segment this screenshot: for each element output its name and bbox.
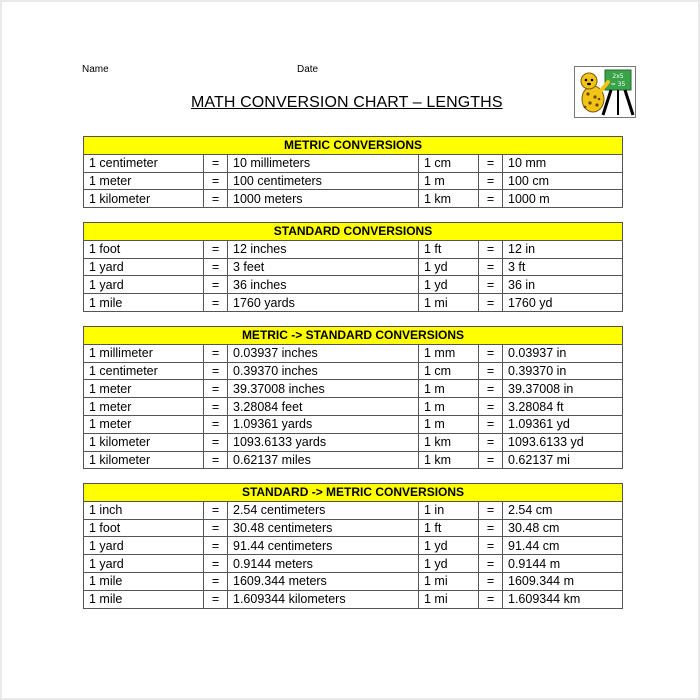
unit-name-cell: 1 foot — [84, 240, 204, 258]
unit-abbr-cell: 1 cm — [419, 154, 479, 172]
equals-sign-cell: = — [204, 451, 228, 469]
table-row — [84, 380, 623, 398]
conversion-table — [83, 326, 623, 469]
equals-sign-abbr-cell: = — [479, 240, 503, 258]
document-page — [2, 2, 698, 698]
unit-name-cell: 1 kilometer — [84, 190, 204, 208]
unit-abbr-cell: 1 yd — [419, 555, 479, 573]
equals-sign-abbr-cell: = — [479, 190, 503, 208]
unit-name-cell: 1 inch — [84, 501, 204, 519]
equivalent-abbr-cell: 0.62137 mi — [503, 451, 623, 469]
equivalent-name-cell: 0.39370 inches — [228, 362, 419, 380]
equivalent-abbr-cell: 1.609344 km — [503, 590, 623, 608]
equals-sign-cell: = — [204, 154, 228, 172]
equivalent-name-cell: 1.09361 yards — [228, 415, 419, 433]
equivalent-name-cell: 2.54 centimeters — [228, 501, 419, 519]
equivalent-name-cell: 1760 yards — [228, 294, 419, 312]
equivalent-abbr-cell: 91.44 cm — [503, 537, 623, 555]
equivalent-name-cell: 39.37008 inches — [228, 380, 419, 398]
table-row — [84, 294, 623, 312]
chalkboard-line-1: 2x5 — [612, 73, 624, 80]
equals-sign-cell: = — [204, 276, 228, 294]
table-row — [84, 276, 623, 294]
equals-sign-cell: = — [204, 294, 228, 312]
equals-sign-abbr-cell: = — [479, 344, 503, 362]
unit-abbr-cell: 1 yd — [419, 276, 479, 294]
equivalent-name-cell: 36 inches — [228, 276, 419, 294]
unit-abbr-cell: 1 mm — [419, 344, 479, 362]
unit-abbr-cell: 1 in — [419, 501, 479, 519]
equivalent-name-cell: 1609.344 meters — [228, 572, 419, 590]
table-row — [84, 172, 623, 190]
table-row — [84, 433, 623, 451]
section-header: METRIC -> STANDARD CONVERSIONS — [84, 327, 623, 345]
equivalent-abbr-cell: 0.39370 in — [503, 362, 623, 380]
unit-abbr-cell: 1 m — [419, 398, 479, 416]
equals-sign-abbr-cell: = — [479, 555, 503, 573]
unit-name-cell: 1 yard — [84, 537, 204, 555]
equivalent-abbr-cell: 36 in — [503, 276, 623, 294]
equivalent-name-cell: 0.03937 inches — [228, 344, 419, 362]
table-row — [84, 362, 623, 380]
equals-sign-cell: = — [204, 572, 228, 590]
equals-sign-cell: = — [204, 415, 228, 433]
table-row — [84, 190, 623, 208]
equivalent-name-cell: 12 inches — [228, 240, 419, 258]
equivalent-abbr-cell: 1760 yd — [503, 294, 623, 312]
table-row — [84, 415, 623, 433]
table-row — [84, 537, 623, 555]
equals-sign-abbr-cell: = — [479, 276, 503, 294]
table-row — [84, 590, 623, 608]
equals-sign-abbr-cell: = — [479, 172, 503, 190]
equals-sign-abbr-cell: = — [479, 415, 503, 433]
equivalent-name-cell: 0.9144 meters — [228, 555, 419, 573]
unit-name-cell: 1 kilometer — [84, 451, 204, 469]
equals-sign-abbr-cell: = — [479, 519, 503, 537]
equals-sign-abbr-cell: = — [479, 501, 503, 519]
unit-abbr-cell: 1 km — [419, 190, 479, 208]
table-row — [84, 398, 623, 416]
table-row — [84, 258, 623, 276]
unit-name-cell: 1 meter — [84, 398, 204, 416]
equivalent-name-cell: 1.609344 kilometers — [228, 590, 419, 608]
table-row — [84, 501, 623, 519]
equivalent-abbr-cell: 2.54 cm — [503, 501, 623, 519]
equivalent-name-cell: 1000 meters — [228, 190, 419, 208]
equals-sign-abbr-cell: = — [479, 362, 503, 380]
unit-name-cell: 1 mile — [84, 572, 204, 590]
equals-sign-cell: = — [204, 344, 228, 362]
unit-abbr-cell: 1 mi — [419, 572, 479, 590]
equals-sign-abbr-cell: = — [479, 294, 503, 312]
equivalent-abbr-cell: 100 cm — [503, 172, 623, 190]
equivalent-name-cell: 100 centimeters — [228, 172, 419, 190]
equals-sign-abbr-cell: = — [479, 380, 503, 398]
equivalent-name-cell: 3.28084 feet — [228, 398, 419, 416]
unit-abbr-cell: 1 km — [419, 433, 479, 451]
equals-sign-cell: = — [204, 362, 228, 380]
unit-abbr-cell: 1 km — [419, 451, 479, 469]
equivalent-abbr-cell: 30.48 cm — [503, 519, 623, 537]
unit-name-cell: 1 yard — [84, 258, 204, 276]
table-row — [84, 519, 623, 537]
equals-sign-abbr-cell: = — [479, 451, 503, 469]
unit-name-cell: 1 centimeter — [84, 362, 204, 380]
unit-name-cell: 1 mile — [84, 590, 204, 608]
equivalent-name-cell: 3 feet — [228, 258, 419, 276]
equivalent-name-cell: 30.48 centimeters — [228, 519, 419, 537]
unit-abbr-cell: 1 ft — [419, 519, 479, 537]
equals-sign-cell: = — [204, 537, 228, 555]
unit-name-cell: 1 yard — [84, 555, 204, 573]
equals-sign-cell: = — [204, 519, 228, 537]
unit-abbr-cell: 1 yd — [419, 258, 479, 276]
unit-abbr-cell: 1 cm — [419, 362, 479, 380]
equivalent-abbr-cell: 3.28084 ft — [503, 398, 623, 416]
equals-sign-abbr-cell: = — [479, 258, 503, 276]
equals-sign-cell: = — [204, 555, 228, 573]
equals-sign-cell: = — [204, 433, 228, 451]
equals-sign-cell: = — [204, 258, 228, 276]
unit-abbr-cell: 1 ft — [419, 240, 479, 258]
equals-sign-abbr-cell: = — [479, 433, 503, 451]
unit-abbr-cell: 1 m — [419, 380, 479, 398]
equivalent-name-cell: 1093.6133 yards — [228, 433, 419, 451]
conversion-table — [83, 483, 623, 609]
conversion-table — [83, 136, 623, 208]
equivalent-abbr-cell: 39.37008 in — [503, 380, 623, 398]
unit-abbr-cell: 1 mi — [419, 590, 479, 608]
equals-sign-abbr-cell: = — [479, 154, 503, 172]
equals-sign-cell: = — [204, 190, 228, 208]
equals-sign-cell: = — [204, 172, 228, 190]
unit-name-cell: 1 kilometer — [84, 433, 204, 451]
unit-abbr-cell: 1 yd — [419, 537, 479, 555]
equivalent-abbr-cell: 12 in — [503, 240, 623, 258]
table-row — [84, 240, 623, 258]
table-row — [84, 154, 623, 172]
equivalent-name-cell: 91.44 centimeters — [228, 537, 419, 555]
equivalent-abbr-cell: 0.9144 m — [503, 555, 623, 573]
unit-name-cell: 1 foot — [84, 519, 204, 537]
equals-sign-abbr-cell: = — [479, 590, 503, 608]
unit-name-cell: 1 meter — [84, 172, 204, 190]
equals-sign-cell: = — [204, 501, 228, 519]
equivalent-abbr-cell: 3 ft — [503, 258, 623, 276]
equivalent-abbr-cell: 10 mm — [503, 154, 623, 172]
equivalent-abbr-cell: 1093.6133 yd — [503, 433, 623, 451]
table-row — [84, 344, 623, 362]
equals-sign-cell: = — [204, 240, 228, 258]
equals-sign-cell: = — [204, 590, 228, 608]
unit-name-cell: 1 mile — [84, 294, 204, 312]
equivalent-abbr-cell: 1609.344 m — [503, 572, 623, 590]
unit-abbr-cell: 1 m — [419, 415, 479, 433]
equals-sign-abbr-cell: = — [479, 537, 503, 555]
conversion-table — [83, 222, 623, 312]
equivalent-name-cell: 0.62137 miles — [228, 451, 419, 469]
equals-sign-abbr-cell: = — [479, 572, 503, 590]
leopard-teacher-chalkboard-icon — [574, 66, 636, 118]
equivalent-abbr-cell: 1000 m — [503, 190, 623, 208]
equivalent-abbr-cell: 0.03937 in — [503, 344, 623, 362]
table-row — [84, 572, 623, 590]
equals-sign-cell: = — [204, 398, 228, 416]
equivalent-abbr-cell: 1.09361 yd — [503, 415, 623, 433]
unit-name-cell: 1 meter — [84, 380, 204, 398]
unit-abbr-cell: 1 m — [419, 172, 479, 190]
equals-sign-cell: = — [204, 380, 228, 398]
page-title: MATH CONVERSION CHART – LENGTHS — [191, 94, 503, 111]
equivalent-name-cell: 10 millimeters — [228, 154, 419, 172]
equals-sign-abbr-cell: = — [479, 398, 503, 416]
date-label: Date — [297, 64, 319, 75]
table-row — [84, 555, 623, 573]
chalkboard-line-2: = 35 — [610, 81, 626, 88]
section-header: STANDARD -> METRIC CONVERSIONS — [84, 484, 623, 502]
section-header: STANDARD CONVERSIONS — [84, 223, 623, 241]
unit-name-cell: 1 yard — [84, 276, 204, 294]
section-header: METRIC CONVERSIONS — [84, 137, 623, 155]
table-row — [84, 451, 623, 469]
name-label: Name — [82, 64, 109, 75]
unit-name-cell: 1 meter — [84, 415, 204, 433]
unit-name-cell: 1 centimeter — [84, 154, 204, 172]
unit-name-cell: 1 millimeter — [84, 344, 204, 362]
unit-abbr-cell: 1 mi — [419, 294, 479, 312]
